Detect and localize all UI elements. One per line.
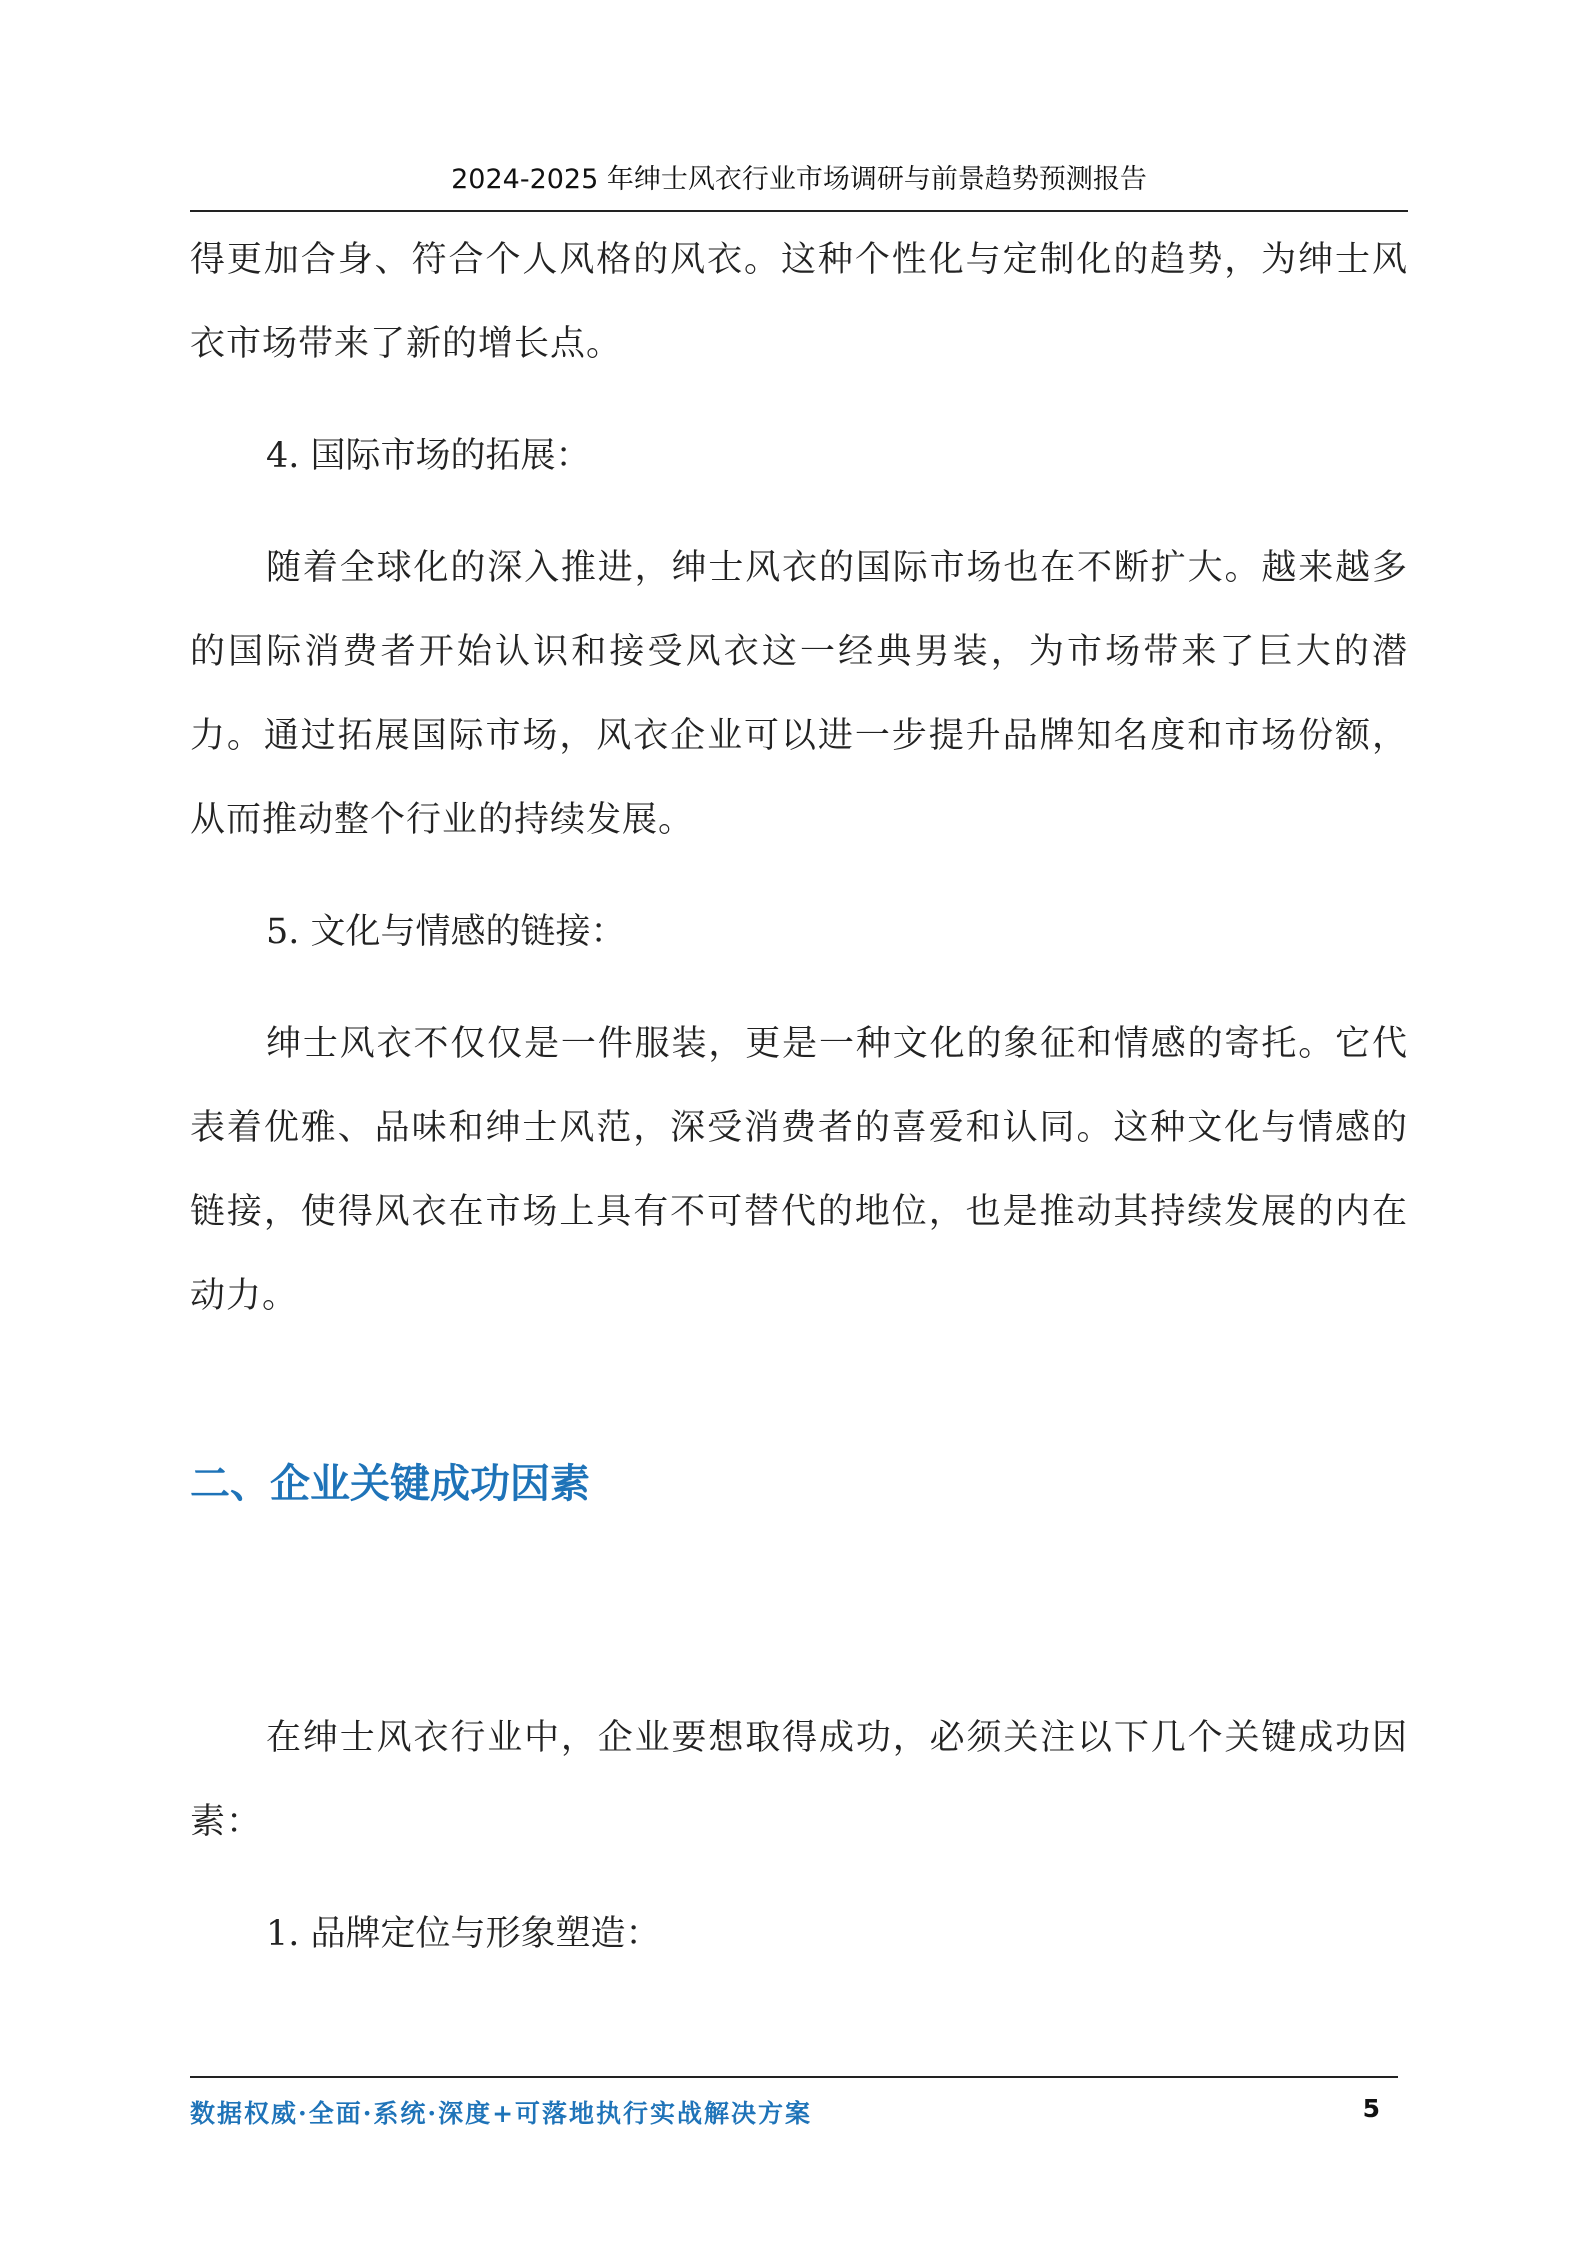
paragraph-success-factors: 在绅士风衣行业中，企业要想取得成功，必须关注以下几个关键成功因素：	[190, 1718, 1408, 1842]
page-body	[190, 218, 1408, 1976]
paragraph-culture: 绅士风衣不仅仅是一件服装，更是一种文化的象征和情感的寄托。它代表着优雅、品味和绅士风范，深受消费者的喜爱和认同。这种文化与情感的链接，使得风衣在市场上具有不可替代的地位，也是推动其持续发展的内在动力。	[190, 1024, 1408, 1316]
list-item-5: 5. 文化与情感的链接：	[266, 912, 626, 952]
list-item-1: 1. 品牌定位与形象塑造：	[266, 1914, 661, 1954]
paragraph-continued: 得更加合身、符合个人风格的风衣。这种个性化与定制化的趋势，为绅士风衣市场带来了新的增长点。	[190, 240, 1408, 364]
report-title: 2024-2025 年绅士风衣行业市场调研与前景趋势预测报告	[451, 164, 1147, 195]
paragraph-international: 随着全球化的深入推进，绅士风衣的国际市场也在不断扩大。越来越多的国际消费者开始认识和接受风衣这一经典男装，为市场带来了巨大的潜力。通过拓展国际市场，风衣企业可以进一步提升品牌知名度和市场份额，从而推动整个行业的持续发展。	[190, 548, 1408, 840]
page-number: 5	[1362, 2094, 1380, 2123]
footer-slogan: 数据权威·全面·系统·深度+可落地执行实战解决方案	[190, 2099, 813, 2128]
page-header	[190, 160, 1408, 212]
section-heading: 二、企业关键成功因素	[190, 1461, 590, 1507]
list-item-4: 4. 国际市场的拓展：	[266, 436, 591, 476]
footer-divider	[190, 2076, 1398, 2078]
